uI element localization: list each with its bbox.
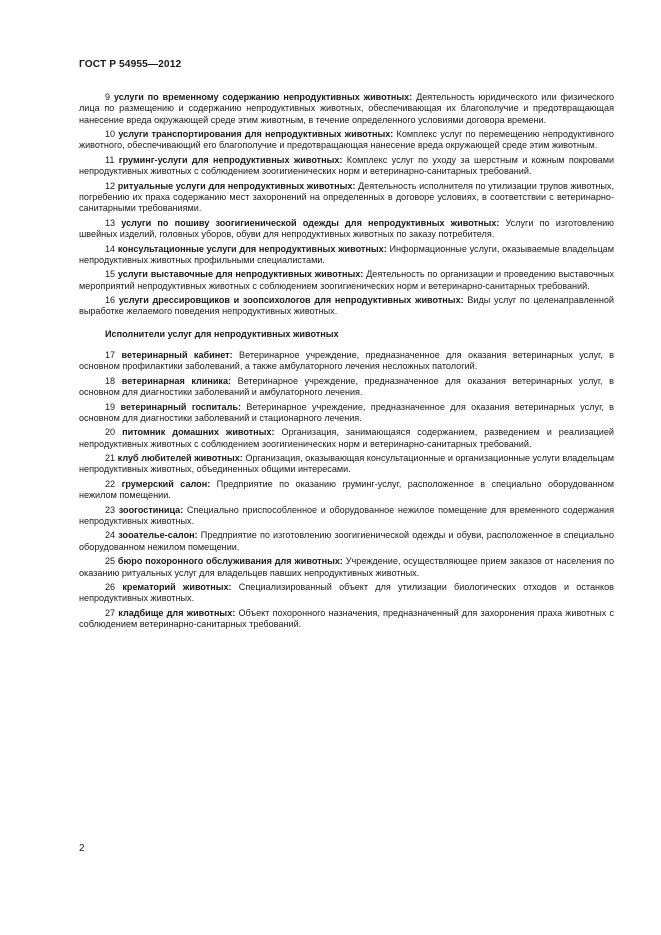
- term-number: 26: [105, 581, 116, 592]
- term-definition: Ветеринарное учреждение, предназначенное для оказания ветеринарных услуг, в основном профилактики заболеваний, а также амбулаторного лечения несложных патологий.: [79, 349, 615, 372]
- term-definition: Деятельность по организации и проведению выставочных мероприятий непродуктивных животных с соблюдением зоогигиенических норм и ветеринарно-санитарных требований.: [79, 269, 614, 291]
- term-definition: Деятельность исполнителя по утилизации трупов животных, погребению их праха содержанию мест захоронений на определенных в договоре условиях, в соответствии с ветеринарно-санитарными требованиями.: [79, 180, 614, 214]
- term-entry: [79, 402, 614, 425]
- term-number: 11: [105, 154, 115, 165]
- term-name: услуги транспортирования для непродуктивных животных:: [118, 129, 394, 140]
- term-number: 12: [105, 180, 116, 191]
- term-name: груминг-услуги для непродуктивных животных:: [118, 154, 343, 165]
- term-name: ветеринарный кабинет:: [121, 349, 233, 360]
- term-entry: [79, 129, 614, 152]
- term-entry: [79, 505, 614, 528]
- term-definition: Организация, оказывающая консультационные и организационные услуги владельцам непродуктивных животных, объединенных общими интересами.: [79, 453, 614, 475]
- term-number: 13: [105, 217, 116, 228]
- term-number: 15: [105, 269, 116, 280]
- term-number: 20: [105, 427, 116, 438]
- term-number: 27: [105, 607, 116, 618]
- term-number: 18: [105, 375, 116, 386]
- term-name: зооателье-салон:: [118, 530, 198, 541]
- term-number: 17: [105, 349, 116, 360]
- term-name: зоогостиница:: [118, 504, 184, 515]
- term-number: 23: [105, 504, 116, 515]
- document-header: ГОСТ Р 54955—2012: [79, 59, 182, 70]
- term-definition: Комплекс услуг по уходу за шерстным и кожным покровами непродуктивных животных с соблюдением зоогигиенических норм и ветеринарно-санитарных требований.: [79, 154, 615, 177]
- term-entry: [79, 608, 614, 631]
- term-entry: [79, 350, 614, 373]
- term-definition: Услуги по изготовлению швейных изделий, головных уборов, обуви для непродуктивных животных по заказу потребителя.: [79, 217, 615, 240]
- term-entry: [79, 479, 614, 502]
- term-name: услуги по пошиву зоогигиенической одежды для непродуктивных животных:: [121, 217, 500, 228]
- term-name: ветеринарный госпиталь:: [120, 401, 241, 412]
- term-entry: [79, 530, 614, 553]
- term-entry: [79, 181, 614, 215]
- term-entry: [79, 269, 614, 292]
- term-number: 14: [105, 243, 116, 254]
- term-definition: Объект похоронного назначения, предназначенный для захоронения праха животных с соблюдением ветеринарно-санитарных требований.: [79, 607, 615, 630]
- term-name: услуги выставочные для непродуктивных животных:: [117, 269, 364, 280]
- terms-list-providers: [79, 350, 614, 630]
- term-definition: Учреждение, осуществляющее прием заказов от населения по оказанию ритуальных услуг для владельцев павших непродуктивных животных.: [79, 556, 614, 578]
- term-definition: Информационные услуги, оказываемые владельцам непродуктивных животных профильными специалистами.: [79, 243, 614, 265]
- term-number: 19: [105, 401, 116, 412]
- term-entry: [79, 556, 614, 579]
- term-entry: [79, 453, 614, 476]
- term-definition: Виды услуг по целенаправленной выработке желаемого поведения непродуктивных животных.: [79, 295, 615, 317]
- term-number: 9: [105, 92, 111, 102]
- term-name: услуги по временному содержанию непродуктивных животных:: [113, 92, 413, 102]
- term-name: питомник домашних животных:: [122, 427, 275, 438]
- term-definition: Ветеринарное учреждение, предназначенное для оказания ветеринарных услуг, в основном для диагностики заболеваний и стационарного лечения.: [79, 401, 614, 423]
- term-name: клуб любителей животных:: [117, 453, 243, 464]
- term-number: 10: [105, 129, 116, 140]
- term-number: 21: [105, 453, 116, 464]
- term-number: 22: [105, 478, 116, 489]
- term-definition: Организация, занимающаяся содержанием, разведением и реализацией непродуктивных животных с соблюдением зоогигиенических норм и ветеринарно-санитарных требований.: [79, 427, 614, 449]
- page-number: 2: [79, 843, 85, 854]
- term-name: ритуальные услуги для непродуктивных животных:: [117, 180, 356, 191]
- term-name: бюро похоронного обслуживания для животных:: [117, 556, 343, 567]
- term-definition: Комплекс услуг по перемещению непродуктивного животного, обеспечивающий его благополучие и предотвращающая нанесение вреда окружающей среде этим животным.: [79, 129, 614, 151]
- term-entry: [79, 92, 614, 126]
- term-number: 25: [105, 556, 116, 567]
- term-number: 24: [105, 530, 116, 541]
- term-entry: [79, 295, 614, 318]
- term-definition: Предприятие по изготовлению зоогигиенической одежды и обуви, расположенное в специально оборудованном нежилом помещении.: [79, 530, 615, 552]
- term-entry: [79, 244, 614, 267]
- term-name: ветеринарная клиника:: [121, 375, 232, 386]
- term-definition: Деятельность юридического или физического лица по размещению и содержанию непродуктивных животных, обеспечивающая их благополучие и предотвращающая нанесение вреда окружающей среде этим животным, в течение определенного условиями договора времени.: [79, 92, 614, 125]
- term-number: 16: [105, 295, 116, 306]
- term-definition: Ветеринарное учреждение, предназначенное для оказания ветеринарных услуг, в основном для диагностики заболеваний и амбулаторного лечения.: [79, 375, 614, 398]
- term-definition: Специально приспособленное и оборудованное нежилое помещение для временного содержания непродуктивных животных.: [79, 504, 614, 526]
- document-body: [79, 92, 614, 634]
- term-name: услуги дрессировщиков и зоопсихологов для непродуктивных животных:: [118, 295, 464, 306]
- term-entry: [79, 582, 614, 605]
- term-name: крематорий животных:: [122, 581, 232, 592]
- term-name: консультационные услуги для непродуктивных животных:: [117, 243, 387, 254]
- term-entry: [79, 155, 614, 178]
- term-entry: [79, 218, 614, 241]
- term-definition: Специализированный объект для утилизации биологических отходов и останков непродуктивных животных.: [79, 581, 614, 604]
- term-name: грумерский салон:: [121, 478, 211, 489]
- term-entry: [79, 427, 614, 450]
- terms-list-services: [79, 92, 614, 318]
- section-title: Исполнители услуг для непродуктивных животных: [105, 328, 339, 339]
- term-entry: [79, 376, 614, 399]
- term-name: кладбище для животных:: [118, 607, 236, 618]
- term-definition: Предприятие по оказанию груминг-услуг, расположенное в специально оборудованном нежилом помещении.: [79, 478, 614, 501]
